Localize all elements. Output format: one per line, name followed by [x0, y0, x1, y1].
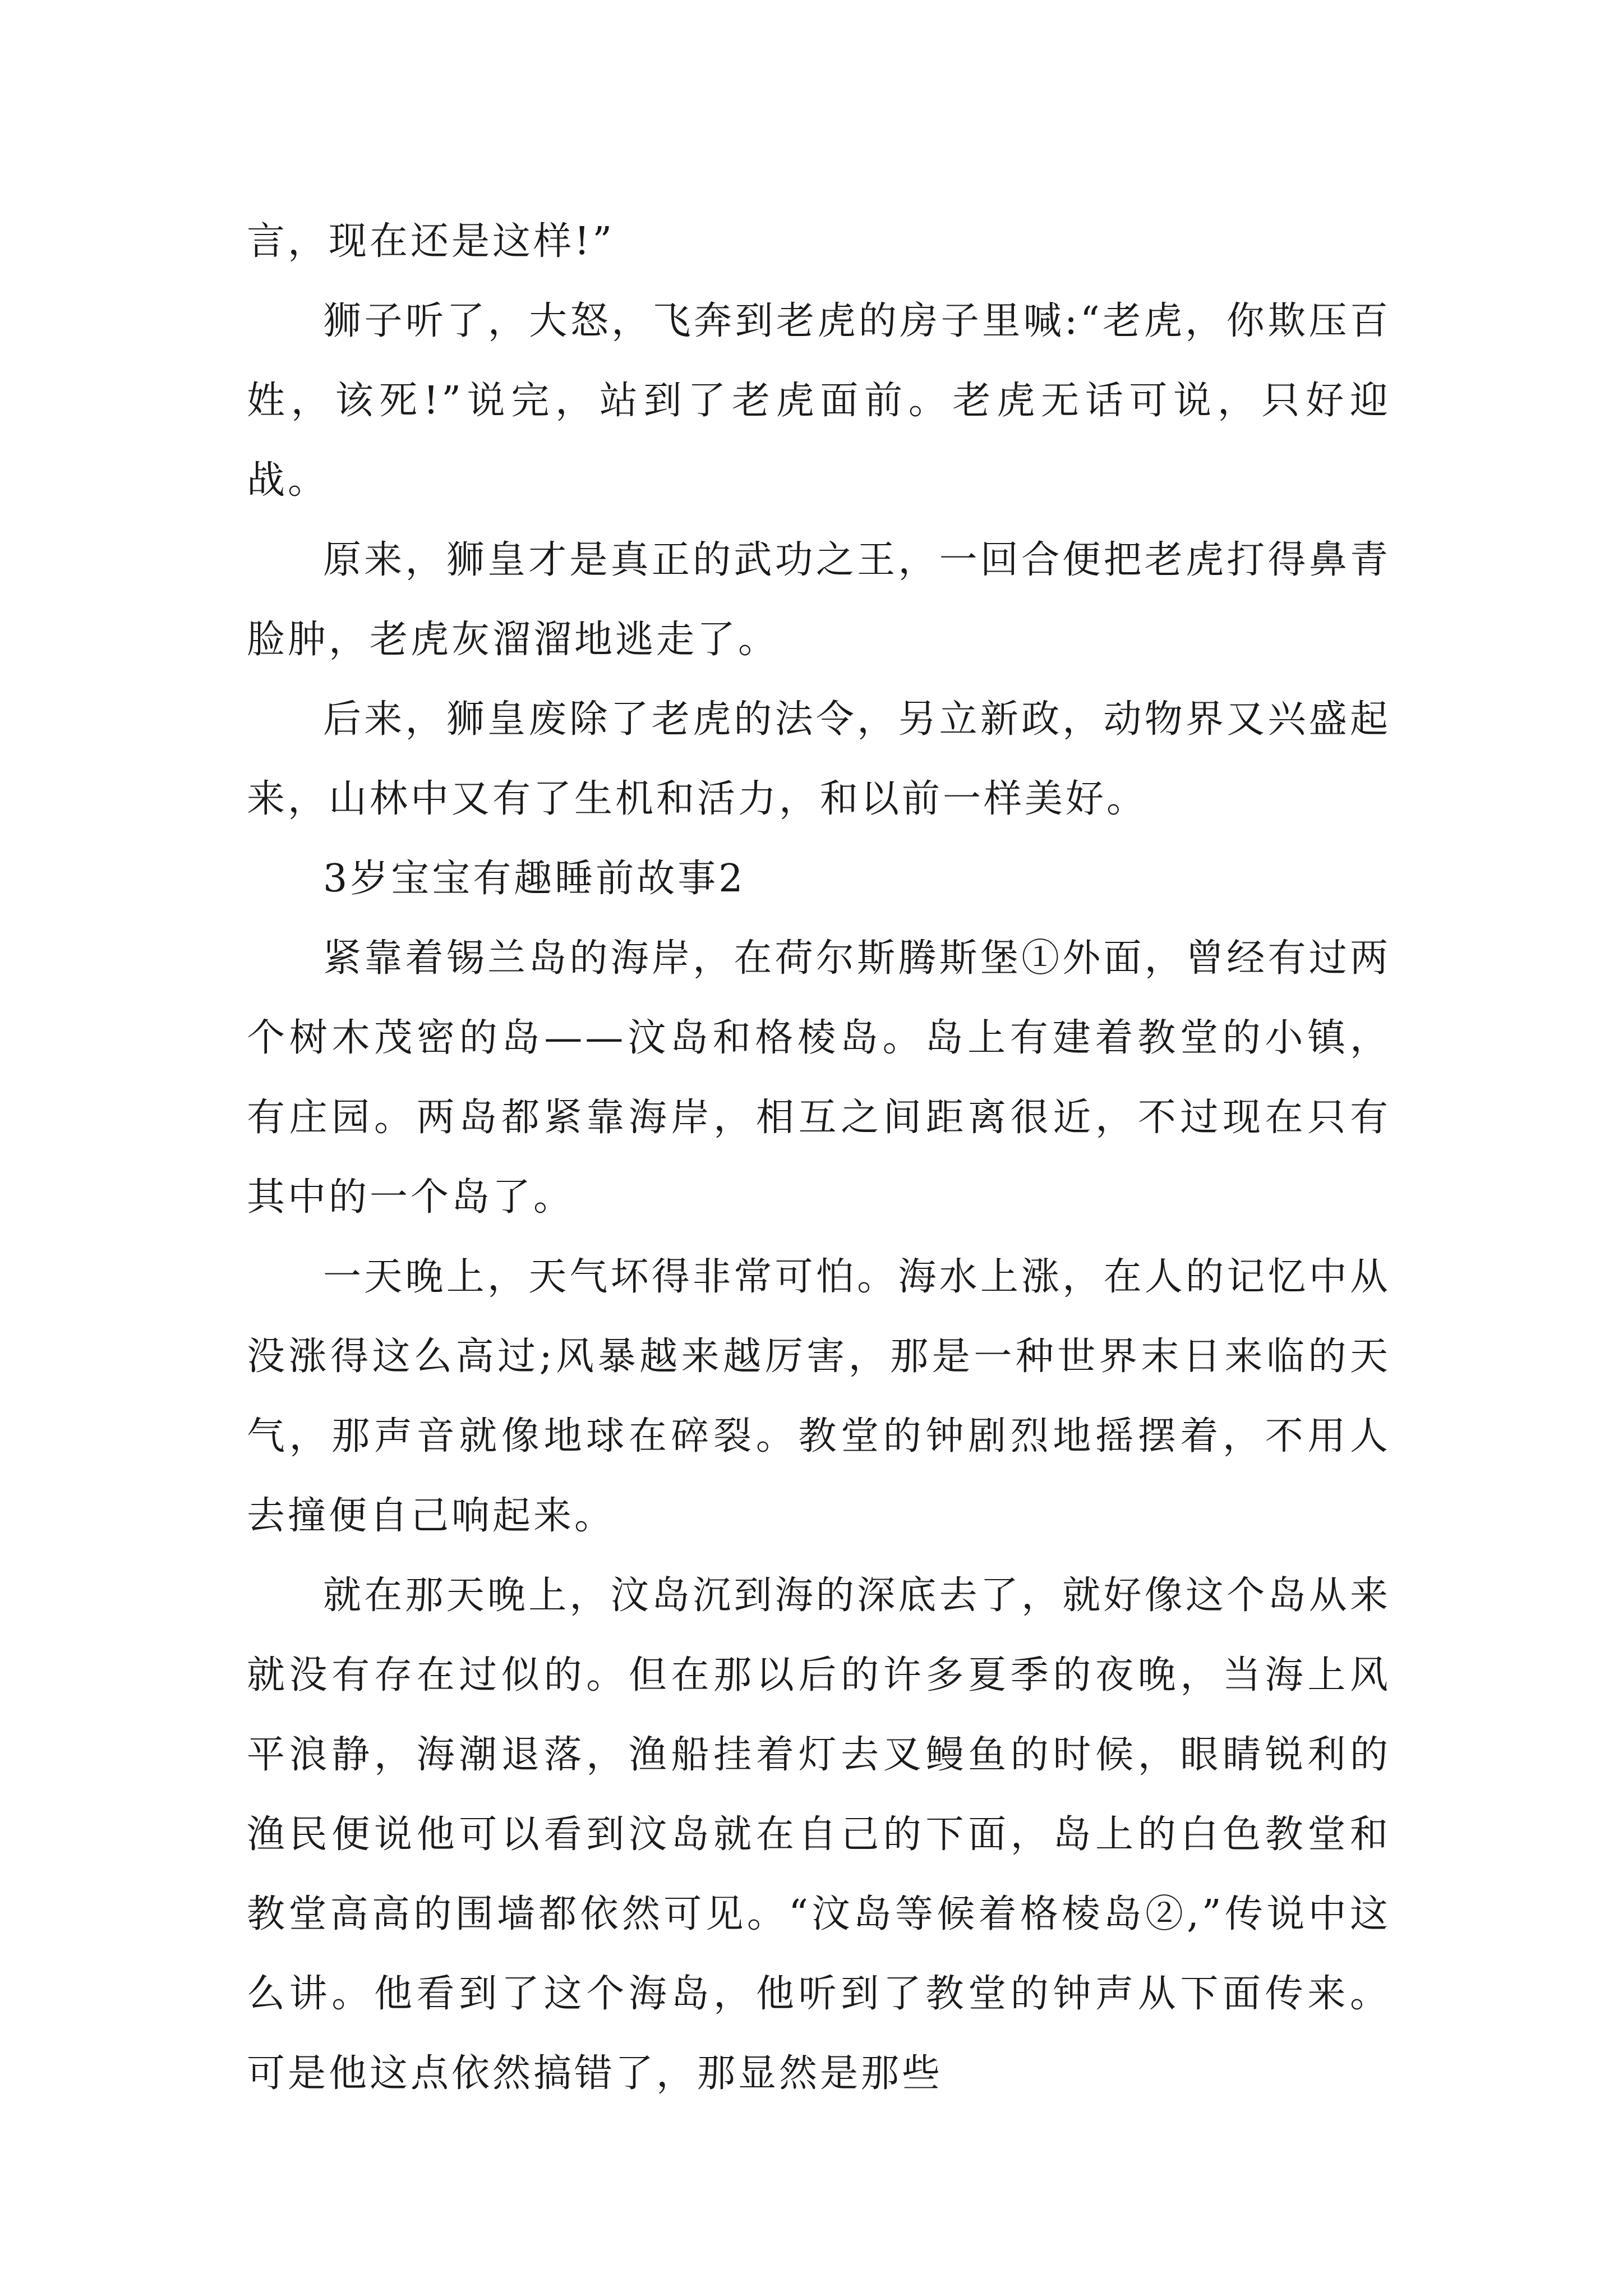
paragraph: 原来，狮皇才是真正的武功之王，一回合便把老虎打得鼻青脸肿，老虎灰溜溜地逃走了。 [247, 538, 1391, 662]
paragraph: 紧靠着锡兰岛的海岸，在荷尔斯腾斯堡①外面，曾经有过两个树木茂密的岛——汶岛和格棱岛。岛上有建着教堂的小镇，有庄园。两岛都紧靠海岸，相互之间距离很近，不过现在只有其中的一个岛了。 [247, 936, 1391, 1220]
paragraph: 就在那天晚上，汶岛沉到海的深底去了，就好像这个岛从来就没有存在过似的。但在那以后的许多夏季的夜晚，当海上风平浪静，海潮退落，渔船挂着灯去叉鳗鱼的时候，眼睛锐利的渔民便说他可以看到汶岛就在自己的下面，岛上的白色教堂和教堂高高的围墙都依然可见。“汶岛等候着格棱岛②,”传说中这么讲。他看到了这个海岛，他听到了教堂的钟声从下面传来。可是他这点依然搞错了，那显然是那些 [247, 1573, 1391, 2096]
paragraph: 后来，狮皇废除了老虎的法令，另立新政，动物界又兴盛起来，山林中又有了生机和活力，和以前一样美好。 [247, 697, 1391, 821]
document-body [247, 202, 1391, 2114]
paragraph: 狮子听了，大怒，飞奔到老虎的房子里喊:“老虎，你欺压百姓，该死!”说完，站到了老虎面前。老虎无话可说，只好迎战。 [247, 299, 1391, 503]
section-title: 3岁宝宝有趣睡前故事2 [323, 857, 746, 901]
paragraph: 一天晚上，天气坏得非常可怕。海水上涨，在人的记忆中从没涨得这么高过;风暴越来越厉害，那是一种世界末日来临的天气，那声音就像地球在碎裂。教堂的钟剧烈地摇摆着，不用人去撞便自己响起来。 [247, 1255, 1391, 1538]
paragraph-continuation: 言，现在还是这样!” [247, 219, 615, 264]
